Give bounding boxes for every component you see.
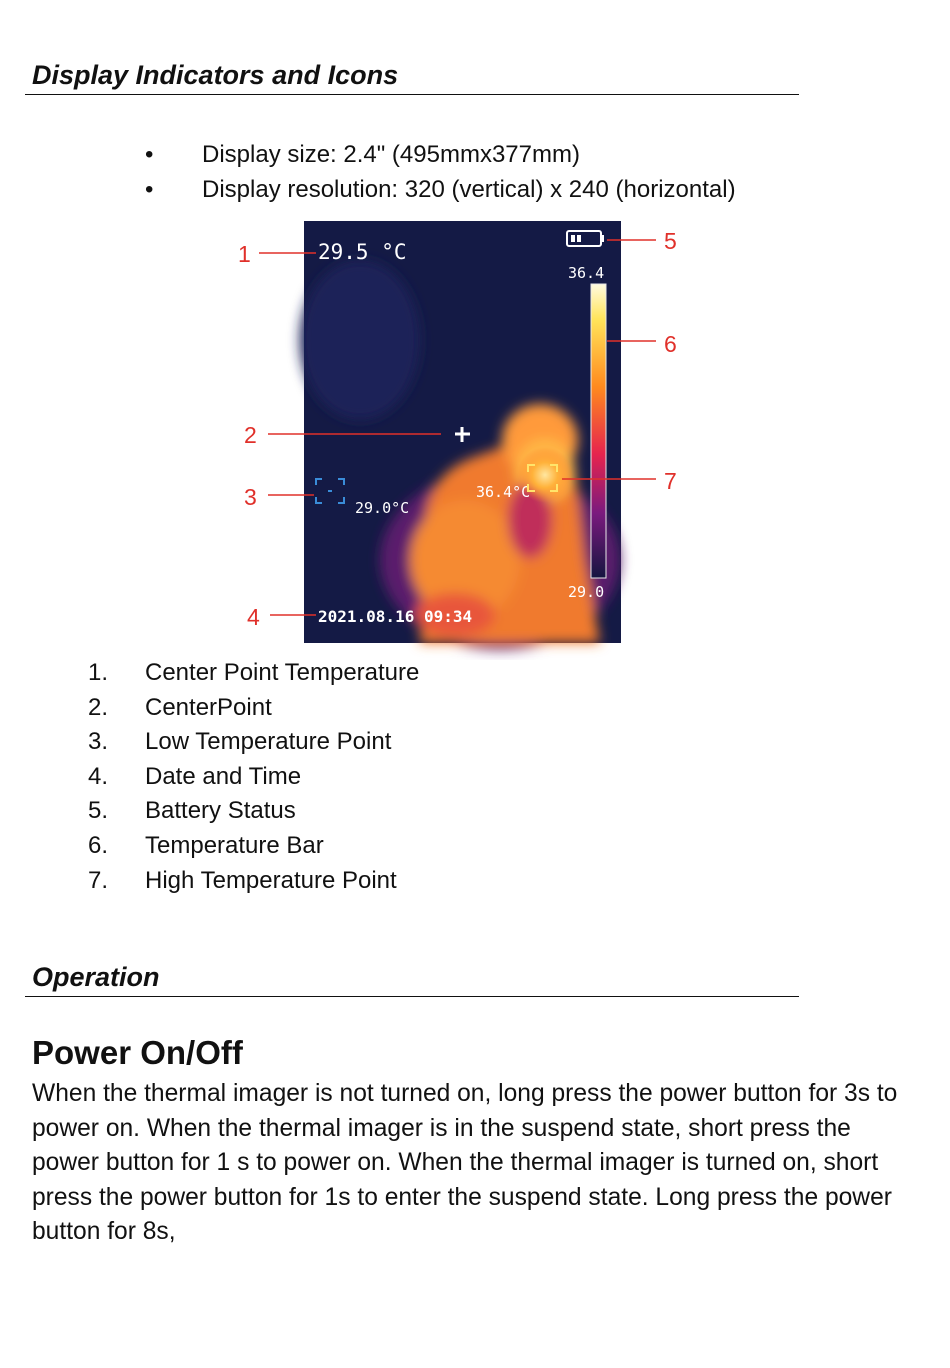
temperature-bar-min: 29.0 — [568, 583, 605, 601]
high-point-temperature: 36.4°C — [476, 483, 531, 501]
legend-item: 2. CenterPoint — [88, 693, 272, 721]
spec-display-resolution: • Display resolution: 320 (vertical) x 240 (horizontal) — [145, 172, 736, 207]
callout-4: 4 — [247, 604, 260, 630]
legend-item: 1. Center Point Temperature — [88, 659, 420, 686]
temperature-bar-max: 36.4 — [568, 264, 605, 282]
callout-6: 6 — [664, 331, 677, 357]
callout-7: 7 — [664, 468, 677, 494]
legend-list — [88, 656, 419, 898]
callout-1: 1 — [238, 241, 251, 267]
low-point-temperature: 29.0°C — [355, 499, 410, 517]
spec-display-size: • Display size: 2.4" (495mmx377mm) — [145, 137, 736, 172]
legend-item: 7. High Temperature Point — [88, 866, 397, 894]
callout-2: 2 — [244, 422, 257, 448]
power-instructions: When the thermal imager is not turned on, long press the power button for 3s to power on. When the thermal imager is in the suspend state, short press the power button for 1 s to power on. When the thermal imager is turned on, short press the power button for 1s to enter the suspend state. Long press the power button for 8s, — [32, 1080, 898, 1246]
callout-3: 3 — [244, 484, 257, 510]
power-section-title: Power On/Off — [32, 1034, 243, 1071]
center-temperature-readout: 29.5 °C — [318, 240, 407, 264]
section-rule — [25, 996, 799, 997]
section-title-operation: Operation — [32, 962, 160, 992]
callout-5: 5 — [664, 228, 677, 254]
legend-item: 4. Date and Time — [88, 762, 302, 790]
date-time-readout: 2021.08.16 09:34 — [318, 607, 473, 626]
thermal-display-figure — [0, 0, 950, 660]
legend-item: 6. Temperature Bar — [88, 831, 324, 859]
legend-item: 3. Low Temperature Point — [88, 728, 392, 756]
section-title-display-indicators: Display Indicators and Icons — [32, 60, 399, 90]
legend-item: 5. Battery Status — [88, 797, 296, 825]
temperature-bar — [591, 284, 606, 578]
